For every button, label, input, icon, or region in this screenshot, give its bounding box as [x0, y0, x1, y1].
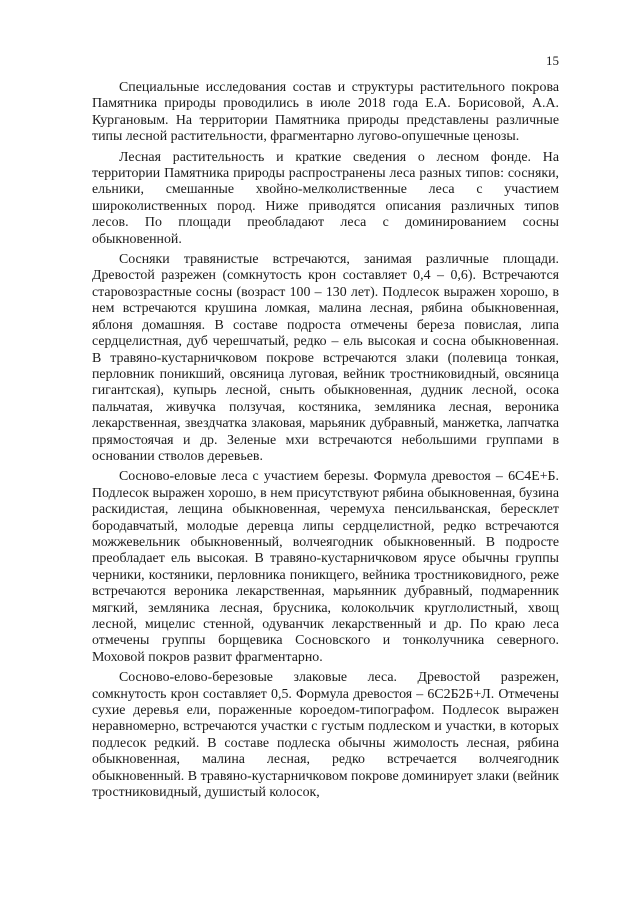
paragraph-pine-spruce-birch-forests: Сосново-елово-березовые злаковые леса. Древостой разрежен, сомкнутость крон составляет 0,5. Формула древостоя – 6С2Б2Б+Л. Отмечены сухие деревья ели, пораженные короедом-типографом. Подлесок выражен неравномерно, встречаются участки с густым подлеском и участки, в которых подлесок редкий. В составе подлеска обычны жимолость лесная, рябина обыкновенная, малина лесная, редко встречается волчеягодник обыкновенный. В травяно-кустарничковом покрове доминирует злаки (вейник тростниковидный, душистый колосок,	[92, 670, 559, 801]
document-body	[92, 80, 559, 801]
paragraph-intro: Специальные исследования состав и структуры растительного покрова Памятника природы проводились в июле 2018 года Е.А. Борисовой, А.А. Кургановым. На территории Памятника природы представлены различные типы лесной растительности, фрагментарно лугово-опушечные ценозы.	[92, 80, 559, 145]
paragraph-pine-forests: Сосняки травянистые встречаются, занимая различные площади. Древостой разрежен (сомкнутость крон составляет 0,4 – 0,6). Встречаются старовозрастные сосны (возраст 100 – 130 лет). Подлесок выражен хорошо, в нем встречаются крушина ломкая, малина лесная, рябина обыкновенная, яблоня домашняя. В составе подроста отмечены береза повислая, липа сердцелистная, дуб черешчатый, редко – ель высокая и сосна обыкновенная. В травяно-кустарничковом покрове встречаются злаки (полевица тонкая, перловник поникший, овсяница луговая, вейник тростниковидный, овсяница гигантская), купырь лесной, сныть обыкновенная, дудник лесной, осока пальчатая, живучка ползучая, костяника, земляника лесная, вероника лекарственная, звездчатка злаковая, марьяник дубравный, манжетка, лапчатка прямостоячая и др. Зеленые мхи встречаются небольшими группами в основании стволов деревьев.	[92, 252, 559, 464]
page-number: 15	[546, 53, 559, 68]
paragraph-forest-overview: Лесная растительность и краткие сведения о лесном фонде. На территории Памятника природы распространены леса разных типов: сосняки, ельники, смешанные хвойно-мелколиственные леса с участием широколиственных пород. Ниже приводятся описания различных типов лесов. По площади преобладают леса с доминированием сосны обыкновенной.	[92, 149, 559, 247]
paragraph-pine-spruce-forests: Сосново-еловые леса с участием березы. Формула древостоя – 6С4Е+Б. Подлесок выражен хорошо, в нем присутствуют рябина обыкновенная, бузина раскидистая, лещина обыкновенная, черемуха пенсильванская, бересклет бородавчатый, молодые деревца липы сердцелистной, редко встречаются можжевельник обыкновенный, волчеягодник обыкновенный. В подросте преобладает ель высокая. В травяно-кустарничковом ярусе обычны группы черники, костяники, перловника поникщего, вейника тростниковидного, реже встречаются вероника лекарственная, марьянник дубравный, подмаренник мягкий, земляника лесная, брусника, колокольчик круглолистный, хвощ лесной, мицелис стенной, одуванчик лекарственный и др. По краю леса отмечены группы борщевика Сосновского и тонколучника северного. Моховой покров развит фрагментарно.	[92, 469, 559, 665]
